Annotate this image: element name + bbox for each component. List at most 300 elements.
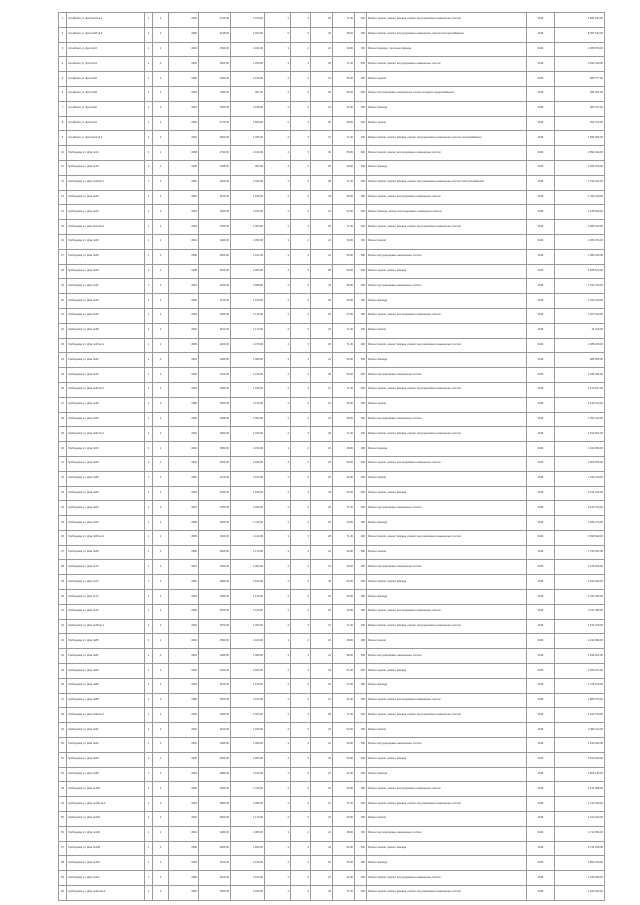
- year-cell: 1958: [169, 146, 199, 161]
- type-cell: 1: [145, 634, 153, 649]
- wear-percent-cell: 56,20: [333, 86, 355, 101]
- plan-year-cell: 2016: [527, 619, 555, 634]
- type-cell: 1: [145, 797, 153, 812]
- floors-cell: 3: [265, 456, 291, 471]
- cost-cell: 1 150,00: [231, 678, 265, 693]
- group-cell: 1: [153, 456, 169, 471]
- group-cell: 1: [153, 412, 169, 427]
- group-cell: 1: [153, 649, 169, 664]
- year-cell: 1960: [169, 664, 199, 679]
- row-number: 27: [59, 397, 67, 412]
- limit-cell: 180: [355, 545, 367, 560]
- total-cost-cell: 1 725 616,00: [555, 678, 605, 693]
- residents-cell: 23: [311, 723, 333, 738]
- type-cell: 1: [145, 86, 153, 101]
- wear-percent-cell: 71,30: [333, 530, 355, 545]
- row-number: 38: [59, 560, 67, 575]
- plan-year-cell: 2016: [527, 382, 555, 397]
- work-description-cell: Ремонт кровли, ремонт фасада: [367, 664, 527, 679]
- year-cell: 1961: [169, 101, 199, 116]
- group-cell: 1: [153, 175, 169, 190]
- entrances-cell: 3: [291, 175, 311, 190]
- work-description-cell: Ремонт кровли, ремонт фасада, ремонт внутридомовых инженерных систем: [367, 427, 527, 442]
- entrances-cell: 2: [291, 368, 311, 383]
- limit-cell: 180: [355, 678, 367, 693]
- address-cell: Грибоедова ул. Дом №56: [67, 456, 145, 471]
- cost-cell: 1 360,00: [231, 619, 265, 634]
- entrances-cell: 3: [291, 382, 311, 397]
- table-row: [59, 382, 605, 397]
- group-cell: 1: [153, 72, 169, 87]
- entrances-cell: 2: [291, 634, 311, 649]
- type-cell: 1: [145, 160, 153, 175]
- total-cost-cell: 1 542 044,00: [555, 886, 605, 901]
- work-description-cell: Ремонт внутридомовых инженерных систем: [367, 412, 527, 427]
- address-cell: Грибоедова ул. Дом №54: [67, 442, 145, 457]
- wear-percent-cell: 71,30: [333, 886, 355, 901]
- total-cost-cell: 14 215,00: [555, 323, 605, 338]
- address-cell: Грибоедова ул. Дом №102 кв.1: [67, 797, 145, 812]
- limit-cell: 200: [355, 486, 367, 501]
- residents-cell: 23: [311, 456, 333, 471]
- wear-percent-cell: 48,20: [333, 27, 355, 42]
- work-description-cell: Ремонт кровли, ремонт внутридомовых инженерных систем: [367, 57, 527, 72]
- wear-percent-cell: 50,00: [333, 456, 355, 471]
- entrances-cell: 3: [291, 13, 311, 28]
- floors-cell: 3: [265, 131, 291, 146]
- cost-cell: 1 080,00: [231, 826, 265, 841]
- year-cell: 1960: [169, 249, 199, 264]
- table-row: [59, 13, 605, 28]
- work-description-cell: Ремонт кровли, ремонт фасада, ремонт внутридомовых инженерных систем: [367, 338, 527, 353]
- year-cell: 1965: [169, 708, 199, 723]
- year-cell: 1965: [169, 886, 199, 901]
- group-cell: 1: [153, 397, 169, 412]
- area-cell: 1890,00: [199, 797, 231, 812]
- group-cell: 1: [153, 590, 169, 605]
- residents-cell: 22: [311, 516, 333, 531]
- cost-cell: 1 130,00: [231, 397, 265, 412]
- group-cell: 1: [153, 308, 169, 323]
- year-cell: 1962: [169, 323, 199, 338]
- group-cell: 1: [153, 693, 169, 708]
- total-cost-cell: 3 250 917,00: [555, 664, 605, 679]
- area-cell: 1950,00: [199, 708, 231, 723]
- work-description-cell: Ремонт внутридомовых инженерных систем: [367, 368, 527, 383]
- plan-year-cell: 2016: [527, 501, 555, 516]
- floors-cell: 3: [265, 856, 291, 871]
- residents-cell: 21: [311, 560, 333, 575]
- row-number: 51: [59, 752, 67, 767]
- entrances-cell: 3: [291, 708, 311, 723]
- entrances-cell: 3: [291, 338, 311, 353]
- work-description-cell: Ремонт фасада: [367, 767, 527, 782]
- area-cell: 2480,00: [199, 575, 231, 590]
- group-cell: 1: [153, 664, 169, 679]
- work-description-cell: Ремонт фасада: [367, 590, 527, 605]
- work-description-cell: Ремонт кровли: [367, 812, 527, 827]
- table-row: [59, 871, 605, 886]
- work-description-cell: Ремонт кровли, ремонт внутридомовых инженерных систем: [367, 308, 527, 323]
- cost-cell: 1 080,00: [231, 649, 265, 664]
- table-row: [59, 530, 605, 545]
- floors-cell: 4: [265, 264, 291, 279]
- floors-cell: 3: [265, 190, 291, 205]
- limit-cell: 200: [355, 841, 367, 856]
- group-cell: 1: [153, 116, 169, 131]
- cost-cell: 1 170,00: [231, 812, 265, 827]
- type-cell: 1: [145, 560, 153, 575]
- area-cell: 1510,00: [199, 871, 231, 886]
- floors-cell: 3: [265, 634, 291, 649]
- cost-cell: 1 080,00: [231, 353, 265, 368]
- row-number: 50: [59, 738, 67, 753]
- wear-percent-cell: 52,00: [333, 205, 355, 220]
- row-number: 39: [59, 575, 67, 590]
- work-description-cell: Ремонт кровли, ремонт внутридомовых инженерных систем: [367, 871, 527, 886]
- entrances-cell: 3: [291, 530, 311, 545]
- residents-cell: 28: [311, 175, 333, 190]
- entrances-cell: 2: [291, 190, 311, 205]
- area-cell: 1498,00: [199, 412, 231, 427]
- row-number: 49: [59, 723, 67, 738]
- floors-cell: 3: [265, 220, 291, 235]
- residents-cell: 23: [311, 545, 333, 560]
- year-cell: 1957: [169, 279, 199, 294]
- address-cell: Грибоедова ул. Дом №50: [67, 412, 145, 427]
- plan-year-cell: 2016: [527, 190, 555, 205]
- cost-cell: 1 620,00: [231, 664, 265, 679]
- row-number: 22: [59, 323, 67, 338]
- row-number: 56: [59, 826, 67, 841]
- type-cell: 1: [145, 841, 153, 856]
- type-cell: 1: [145, 516, 153, 531]
- group-cell: 1: [153, 886, 169, 901]
- limit-cell: 150: [355, 738, 367, 753]
- limit-cell: 180: [355, 604, 367, 619]
- type-cell: 1: [145, 575, 153, 590]
- table-row: [59, 486, 605, 501]
- total-cost-cell: 1 331 070,00: [555, 279, 605, 294]
- type-cell: 1: [145, 501, 153, 516]
- floors-cell: 3: [265, 234, 291, 249]
- address-cell: Грибоедова ул. Дом №42: [67, 353, 145, 368]
- table-row: [59, 471, 605, 486]
- group-cell: 1: [153, 57, 169, 72]
- area-cell: 1580,00: [199, 767, 231, 782]
- wear-percent-cell: 62,00: [333, 486, 355, 501]
- type-cell: 1: [145, 886, 153, 901]
- type-cell: 1: [145, 590, 153, 605]
- plan-year-cell: 2016: [527, 516, 555, 531]
- entrances-cell: 3: [291, 264, 311, 279]
- group-cell: 1: [153, 220, 169, 235]
- group-cell: 1: [153, 575, 169, 590]
- plan-year-cell: 2016: [527, 116, 555, 131]
- area-cell: 2240,00: [199, 486, 231, 501]
- floors-cell: 4: [265, 664, 291, 679]
- plan-year-cell: 2016: [527, 249, 555, 264]
- type-cell: 1: [145, 486, 153, 501]
- total-cost-cell: 1 490 335,00: [555, 590, 605, 605]
- year-cell: 1960: [169, 575, 199, 590]
- cost-cell: 1 109,00: [231, 72, 265, 87]
- residents-cell: 25: [311, 13, 333, 28]
- table-row: [59, 72, 605, 87]
- year-cell: 1962: [169, 57, 199, 72]
- limit-cell: 180: [355, 590, 367, 605]
- address-cell: Грибоедова ул. Дом №24 кв.2: [67, 220, 145, 235]
- cost-cell: 1 100,02: [231, 13, 265, 28]
- plan-year-cell: 2016: [527, 738, 555, 753]
- address-cell: Грибоедова ул. Дом №70: [67, 560, 145, 575]
- total-cost-cell: 1 446 030,00: [555, 871, 605, 886]
- cost-cell: 1 680,00: [231, 752, 265, 767]
- table-row: [59, 590, 605, 605]
- row-number: 20: [59, 294, 67, 309]
- work-description-cell: Ремонт кровли: [367, 471, 527, 486]
- area-cell: 1840,00: [199, 131, 231, 146]
- work-description-cell: Ремонт фасада: [367, 160, 527, 175]
- work-description-cell: Ремонт внутридомовых инженерных систем: [367, 826, 527, 841]
- area-cell: 1560,00: [199, 590, 231, 605]
- total-cost-cell: 4 732 020,00: [555, 797, 605, 812]
- cost-cell: 1 470,00: [231, 338, 265, 353]
- plan-year-cell: 2016: [527, 234, 555, 249]
- year-cell: 1960: [169, 752, 199, 767]
- wear-percent-cell: 56,90: [333, 116, 355, 131]
- residents-cell: 32: [311, 27, 333, 42]
- floors-cell: 3: [265, 723, 291, 738]
- type-cell: 1: [145, 545, 153, 560]
- total-cost-cell: 3 170 917,00: [555, 382, 605, 397]
- year-cell: 1963: [169, 42, 199, 57]
- group-cell: 1: [153, 752, 169, 767]
- table-row: [59, 427, 605, 442]
- cost-cell: 1 650,00: [231, 841, 265, 856]
- type-cell: 1: [145, 678, 153, 693]
- plan-year-cell: 2016: [527, 826, 555, 841]
- type-cell: 1: [145, 871, 153, 886]
- wear-percent-cell: 71,30: [333, 338, 355, 353]
- floors-cell: 3: [265, 871, 291, 886]
- work-description-cell: Ремонт внутридомовых инженерных систем: [367, 649, 527, 664]
- cost-cell: 1 430,00: [231, 886, 265, 901]
- total-cost-cell: 1 890 226,00: [555, 856, 605, 871]
- cost-cell: 1 300,00: [231, 501, 265, 516]
- work-description-cell: Ремонт кровли: [367, 723, 527, 738]
- total-cost-cell: 2 894 012,00: [555, 146, 605, 161]
- cost-cell: 1 174,00: [231, 323, 265, 338]
- area-cell: 2260,00: [199, 841, 231, 856]
- floors-cell: 3: [265, 782, 291, 797]
- address-cell: Грибоедова ул. Дом №90 кв.2: [67, 708, 145, 723]
- total-cost-cell: 580 777,00: [555, 72, 605, 87]
- residents-cell: 22: [311, 856, 333, 871]
- floors-cell: 3: [265, 678, 291, 693]
- row-number: 3: [59, 42, 67, 57]
- floors-cell: 4: [265, 575, 291, 590]
- type-cell: 1: [145, 264, 153, 279]
- row-number: 44: [59, 649, 67, 664]
- total-cost-cell: 905 117,00: [555, 101, 605, 116]
- entrances-cell: 2: [291, 693, 311, 708]
- residents-cell: 20: [311, 294, 333, 309]
- area-cell: 1620,00: [199, 456, 231, 471]
- floors-cell: 3: [265, 57, 291, 72]
- residents-cell: 29: [311, 427, 333, 442]
- address-cell: Грибоедова ул. Дом №58: [67, 471, 145, 486]
- cost-cell: 1 430,00: [231, 427, 265, 442]
- address-cell: Грибоедова ул. Дом №100: [67, 782, 145, 797]
- table-row: [59, 205, 605, 220]
- total-cost-cell: 1 695 512,00: [555, 264, 605, 279]
- cost-cell: 1 158,00: [231, 101, 265, 116]
- work-description-cell: Ремонт внутридомовых инженерных систем: [367, 279, 527, 294]
- total-cost-cell: 1 790 552,00: [555, 545, 605, 560]
- type-cell: 1: [145, 619, 153, 634]
- area-cell: 1500,00: [199, 693, 231, 708]
- type-cell: 1: [145, 693, 153, 708]
- floors-cell: 4: [265, 841, 291, 856]
- row-number: 28: [59, 412, 67, 427]
- type-cell: 1: [145, 353, 153, 368]
- cost-cell: 1 402,00: [231, 175, 265, 190]
- table-row: [59, 752, 605, 767]
- row-number: 25: [59, 368, 67, 383]
- wear-percent-cell: 30,00: [333, 234, 355, 249]
- table-row: [59, 442, 605, 457]
- area-cell: 2020,00: [199, 338, 231, 353]
- address-cell: Алтайская ул. Дом №24 кв.1: [67, 13, 145, 28]
- type-cell: 1: [145, 782, 153, 797]
- plan-year-cell: 2016: [527, 160, 555, 175]
- floors-cell: 5: [265, 116, 291, 131]
- cost-cell: 1 588,00: [231, 279, 265, 294]
- residents-cell: 23: [311, 812, 333, 827]
- plan-year-cell: 2016: [527, 752, 555, 767]
- area-cell: 1520,00: [199, 782, 231, 797]
- table-row: [59, 116, 605, 131]
- type-cell: 1: [145, 101, 153, 116]
- year-cell: 1958: [169, 264, 199, 279]
- plan-year-cell: 2016: [527, 442, 555, 457]
- residents-cell: 27: [311, 131, 333, 146]
- plan-year-cell: 2016: [527, 634, 555, 649]
- limit-cell: 180: [355, 634, 367, 649]
- wear-percent-cell: 47,00: [333, 767, 355, 782]
- group-cell: 1: [153, 501, 169, 516]
- limit-cell: 150: [355, 649, 367, 664]
- row-number: 21: [59, 308, 67, 323]
- table-row: [59, 101, 605, 116]
- work-description-cell: Ремонт кровли, ремонт фасада, ремонт внутридомовых инженерных систем: [367, 797, 527, 812]
- year-cell: 1961: [169, 456, 199, 471]
- entrances-cell: 3: [291, 116, 311, 131]
- floors-cell: 3: [265, 826, 291, 841]
- residents-cell: 21: [311, 72, 333, 87]
- type-cell: 1: [145, 27, 153, 42]
- plan-year-cell: 2016: [527, 72, 555, 87]
- floors-cell: 3: [265, 397, 291, 412]
- group-cell: 1: [153, 826, 169, 841]
- area-cell: 1780,00: [199, 501, 231, 516]
- year-cell: 1960: [169, 841, 199, 856]
- work-description-cell: Ремонт внутридомовых инженерных систем: [367, 560, 527, 575]
- wear-percent-cell: 71,30: [333, 797, 355, 812]
- limit-cell: 200: [355, 220, 367, 235]
- register-sheet: [58, 12, 604, 900]
- table-row: [59, 826, 605, 841]
- row-number: 57: [59, 841, 67, 856]
- wear-percent-cell: 65,00: [333, 146, 355, 161]
- wear-percent-cell: 71,30: [333, 501, 355, 516]
- group-cell: 1: [153, 841, 169, 856]
- group-cell: 1: [153, 338, 169, 353]
- work-description-cell: Ремонт кровли: [367, 323, 527, 338]
- type-cell: 1: [145, 723, 153, 738]
- wear-percent-cell: 71,30: [333, 13, 355, 28]
- entrances-cell: 2: [291, 782, 311, 797]
- area-cell: 2300,00: [199, 752, 231, 767]
- plan-year-cell: 2016: [527, 530, 555, 545]
- floors-cell: 3: [265, 649, 291, 664]
- total-cost-cell: 1 256 316,00: [555, 160, 605, 175]
- residents-cell: 24: [311, 205, 333, 220]
- entrances-cell: 2: [291, 871, 311, 886]
- plan-year-cell: 2016: [527, 886, 555, 901]
- address-cell: Грибоедова ул. Дом №74: [67, 590, 145, 605]
- table-row: [59, 42, 605, 57]
- work-description-cell: Ремонт кровли, ремонт фасада, ремонт внутридомовых инженерных систем: [367, 708, 527, 723]
- cost-cell: 1 070,00: [231, 294, 265, 309]
- address-cell: Грибоедова ул. Дом №104: [67, 812, 145, 827]
- entrances-cell: 2: [291, 412, 311, 427]
- table-body: [59, 13, 605, 901]
- wear-percent-cell: 48,00: [333, 634, 355, 649]
- entrances-cell: 2: [291, 160, 311, 175]
- group-cell: 1: [153, 249, 169, 264]
- area-cell: 2610,00: [199, 264, 231, 279]
- limit-cell: 200: [355, 886, 367, 901]
- plan-year-cell: 2016: [527, 590, 555, 605]
- floors-cell: 3: [265, 530, 291, 545]
- address-cell: Грибоедова ул. Дом №18 кв.1: [67, 175, 145, 190]
- wear-percent-cell: 48,00: [333, 190, 355, 205]
- floors-cell: 3: [265, 205, 291, 220]
- total-cost-cell: 1 384 270,00: [555, 516, 605, 531]
- cost-cell: 1 110,00: [231, 782, 265, 797]
- plan-year-cell: 2016: [527, 575, 555, 590]
- entrances-cell: 3: [291, 486, 311, 501]
- address-cell: Грибоедова ул. Дом №94: [67, 738, 145, 753]
- floors-cell: 3: [265, 471, 291, 486]
- group-cell: 1: [153, 264, 169, 279]
- address-cell: Алтайская ул. Дом №32: [67, 42, 145, 57]
- type-cell: 1: [145, 175, 153, 190]
- address-cell: Грибоедова ул. Дом №92: [67, 723, 145, 738]
- plan-year-cell: 2016: [527, 146, 555, 161]
- plan-year-cell: 2016: [527, 205, 555, 220]
- area-cell: 1705,00: [199, 368, 231, 383]
- row-number: 32: [59, 471, 67, 486]
- table-row: [59, 797, 605, 812]
- year-cell: 1958: [169, 397, 199, 412]
- area-cell: 1490,00: [199, 560, 231, 575]
- area-cell: 2220,00: [199, 664, 231, 679]
- entrances-cell: 3: [291, 131, 311, 146]
- residents-cell: 22: [311, 42, 333, 57]
